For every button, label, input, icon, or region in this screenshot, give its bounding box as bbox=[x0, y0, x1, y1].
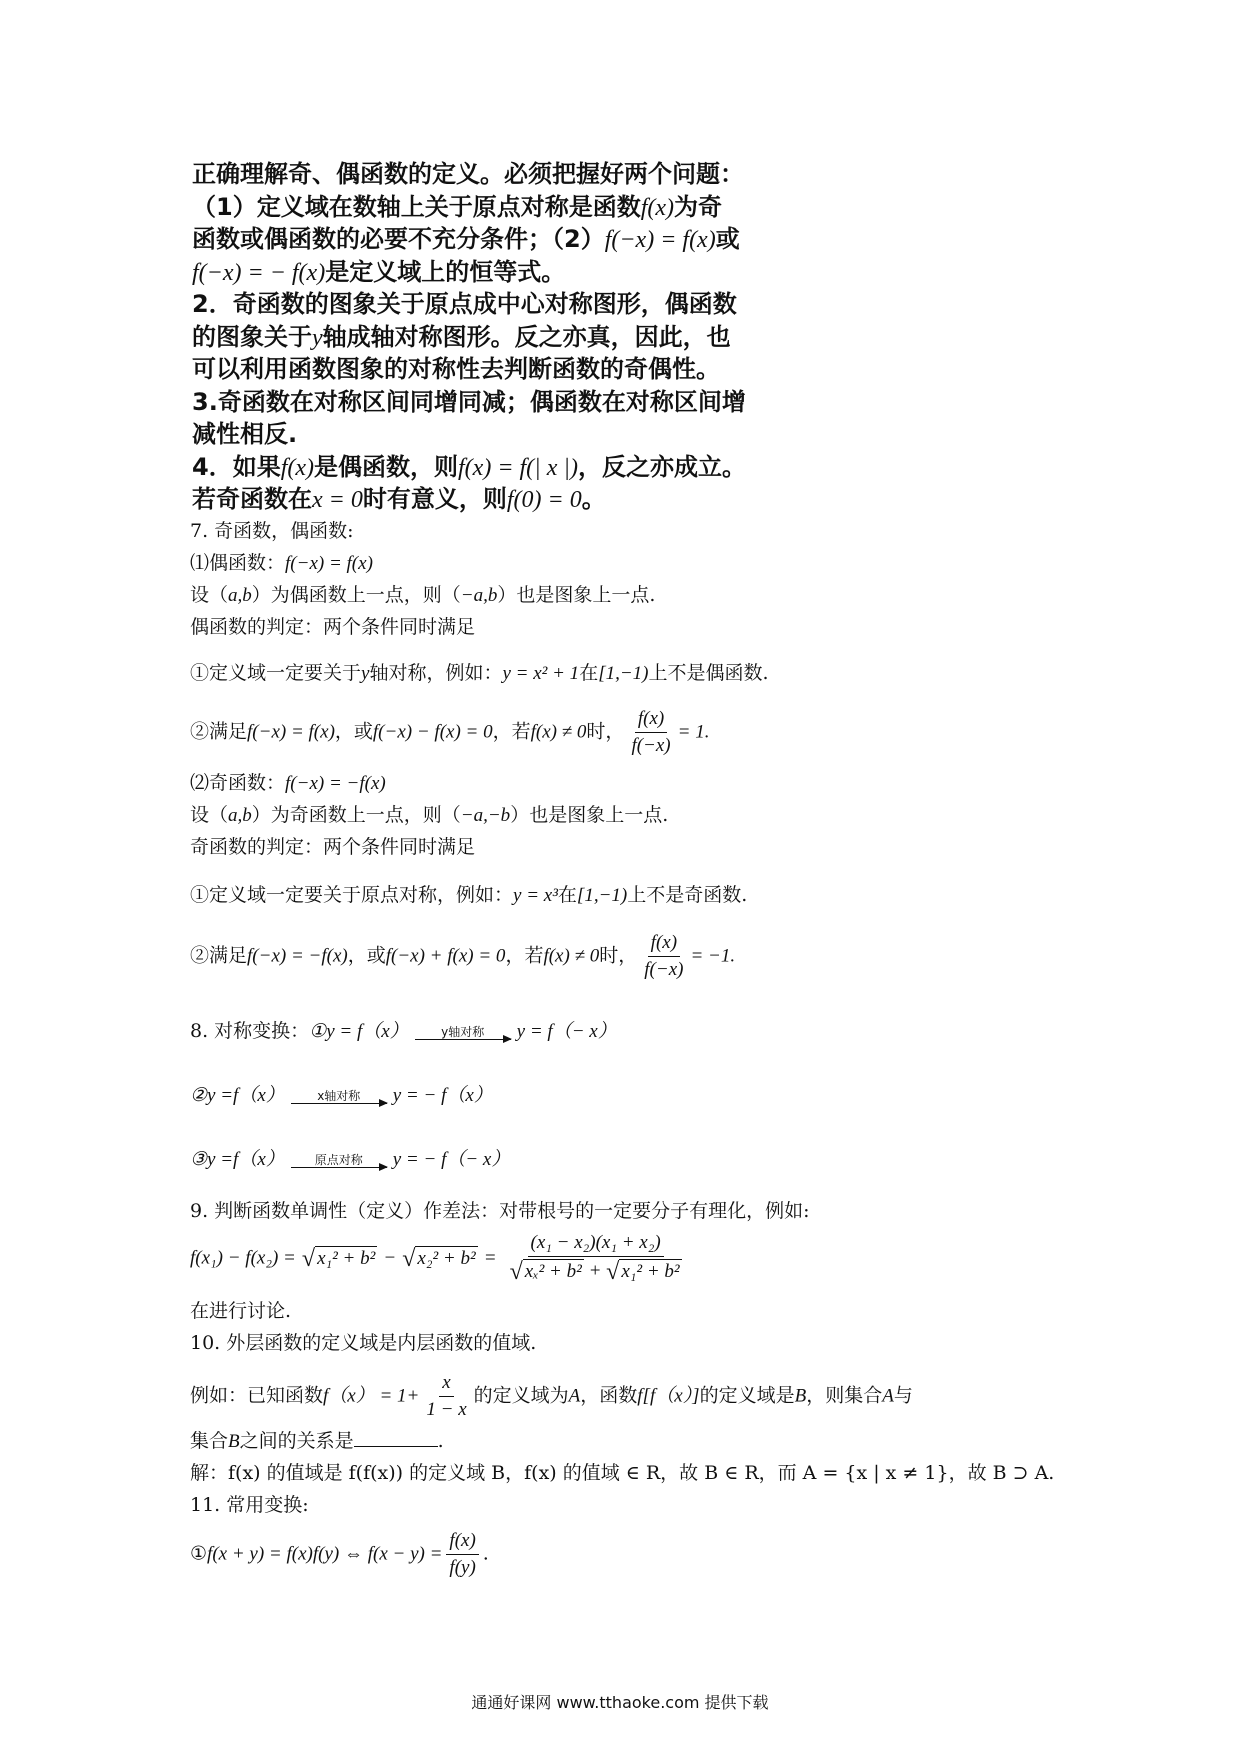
symmetry-row-2 bbox=[190, 1082, 493, 1109]
text: 若奇函数在 bbox=[192, 485, 312, 513]
section-11-formula bbox=[190, 1530, 489, 1579]
fraction-denominator: f(−x) bbox=[644, 959, 684, 980]
bold-line-6 bbox=[192, 321, 872, 354]
text: 可以利用函数图象的对称性去判断函数的奇偶性。 bbox=[192, 355, 720, 383]
text: （1）定义域在数轴上关于原点对称是函数 bbox=[192, 192, 641, 221]
fraction-numerator: x bbox=[439, 1372, 453, 1397]
math: A bbox=[568, 1385, 581, 1407]
fraction-denominator: f(−x) bbox=[631, 735, 671, 756]
bold-line-8 bbox=[192, 386, 872, 419]
text: 的图象关于 bbox=[192, 322, 312, 351]
sqrt bbox=[510, 1259, 584, 1285]
math: y = f（− x） bbox=[516, 1021, 617, 1042]
math: ②y =f（x） bbox=[190, 1085, 285, 1106]
right-arrow-icon bbox=[291, 1153, 387, 1168]
right-arrow-icon bbox=[291, 1089, 387, 1104]
text: 与 bbox=[893, 1384, 913, 1407]
arrow-label: 原点对称 bbox=[314, 1152, 363, 1167]
text: 的定义域为 bbox=[473, 1384, 569, 1407]
text: 的定义域是 bbox=[699, 1384, 795, 1407]
math: = −1. bbox=[690, 945, 736, 967]
math: f（x） = 1+ bbox=[323, 1385, 420, 1407]
arrow-shaft bbox=[291, 1103, 387, 1104]
radical-sign: √ bbox=[509, 1259, 523, 1285]
math: [1,−1) bbox=[576, 885, 628, 906]
math: a,b bbox=[228, 585, 252, 606]
bold-line-5 bbox=[192, 288, 872, 321]
text: ）也是图象上一点. bbox=[510, 804, 669, 826]
sqrt bbox=[606, 1259, 681, 1285]
text: 或 bbox=[715, 225, 740, 253]
bold-line-3 bbox=[192, 223, 872, 256]
text: ②满足 bbox=[190, 944, 248, 967]
math: x = 0 bbox=[312, 487, 363, 513]
fraction bbox=[507, 1232, 685, 1285]
text: 2．奇函数的图象关于原点成中心对称图形，偶函数 bbox=[192, 290, 737, 318]
math: f(x) ≠ 0 bbox=[543, 945, 600, 967]
section-11-title: 11. 常用变换: bbox=[190, 1494, 309, 1516]
fraction-denominator: 1 − x bbox=[426, 1399, 467, 1420]
math: A bbox=[882, 1385, 894, 1407]
text: 上不是奇函数. bbox=[627, 884, 748, 906]
text: 上不是偶函数. bbox=[648, 662, 769, 684]
radical-sign: √ bbox=[606, 1259, 620, 1285]
math: f(−x) = − f(x) bbox=[192, 259, 326, 286]
section-10-question bbox=[190, 1428, 444, 1455]
math: y bbox=[361, 663, 370, 684]
fraction-numerator: f(x) bbox=[648, 932, 680, 957]
bold-line-7 bbox=[192, 353, 872, 386]
bold-line-10 bbox=[192, 451, 872, 484]
section-10-solution: 解：f(x) 的值域是 f(f(x)) 的定义域 B，f(x) 的值域 ∈ R，故 B ∈ R，而 A = {x | x ≠ 1}，故 B ⊃ A. bbox=[190, 1462, 1055, 1484]
text: ，或 bbox=[347, 944, 386, 967]
math: −a,b bbox=[460, 585, 498, 606]
symmetry-row-3 bbox=[190, 1146, 510, 1173]
math: f(x) ≠ 0 bbox=[530, 721, 587, 743]
fraction-numerator: (x₁ − x₂)(x₁ + x₂) bbox=[528, 1232, 664, 1257]
text: 之间的关系是 bbox=[239, 1430, 354, 1452]
text: 时有意义，则 bbox=[362, 485, 507, 513]
fraction bbox=[641, 932, 686, 981]
text: ，函数 bbox=[580, 1384, 638, 1407]
section-9-title: 9. 判断函数单调性（定义）作差法：对带根号的一定要分子有理化，例如: bbox=[190, 1200, 810, 1222]
text: 是偶函数，则 bbox=[314, 452, 459, 481]
symmetry-row-1 bbox=[190, 1018, 617, 1045]
arrow-shaft bbox=[291, 1167, 387, 1168]
fraction-numerator: f(x) bbox=[635, 708, 667, 733]
text: 集合 bbox=[190, 1430, 229, 1452]
math: y bbox=[312, 324, 323, 351]
fraction-denominator: f(y) bbox=[449, 1557, 476, 1578]
sqrt bbox=[302, 1246, 377, 1272]
math: f(−x) = f(x) bbox=[604, 227, 716, 253]
math: f(x) bbox=[280, 454, 315, 481]
radicand: x₁² + b² bbox=[619, 1259, 681, 1285]
text: 4．如果 bbox=[192, 452, 281, 481]
text: 。 bbox=[581, 485, 606, 513]
text: ① bbox=[190, 1542, 208, 1565]
page-footer: 通通好课网 www.tthaoke.com 提供下载 bbox=[471, 1693, 769, 1712]
text: ⑴偶函数： bbox=[190, 552, 286, 574]
text: 轴成轴对称图形。反之亦真，因此，也 bbox=[322, 322, 731, 351]
text: 轴对称，例如： bbox=[369, 662, 503, 684]
answer-blank bbox=[354, 1428, 438, 1447]
even-judge-line: 偶函数的判定：两个条件同时满足 bbox=[190, 616, 476, 638]
math: ①y = f（x） bbox=[309, 1021, 409, 1042]
text: ①定义域一定要关于原点对称，例如： bbox=[190, 884, 514, 906]
math: f(0) = 0 bbox=[506, 487, 582, 513]
bold-line-1 bbox=[192, 158, 872, 191]
text: 在 bbox=[579, 662, 599, 684]
text: 设（ bbox=[190, 804, 229, 826]
text: 减性相反. bbox=[192, 420, 298, 448]
math: y = − f（x） bbox=[392, 1085, 493, 1106]
fraction bbox=[628, 708, 673, 757]
text: 为奇 bbox=[674, 192, 723, 221]
math: B bbox=[794, 1385, 807, 1407]
math: [1,−1) bbox=[598, 663, 649, 684]
even-point-line bbox=[190, 582, 655, 609]
text: 正确理解奇、偶函数的定义。必须把握好两个问题： bbox=[192, 160, 744, 188]
fraction bbox=[446, 1530, 478, 1579]
odd-condition-2 bbox=[190, 932, 735, 981]
text: 3.奇函数在对称区间同增同减；偶函数在对称区间增 bbox=[192, 387, 746, 416]
math: f(x) = f(| x |) bbox=[458, 454, 579, 481]
fraction-numerator: f(x) bbox=[446, 1530, 478, 1555]
math: f(−x) − f(x) = 0 bbox=[372, 721, 493, 743]
radical-sign: √ bbox=[402, 1245, 416, 1272]
math: a,b bbox=[228, 805, 252, 826]
arrow-label: y轴对称 bbox=[441, 1024, 485, 1039]
fraction-denominator bbox=[507, 1257, 685, 1285]
bold-summary-section bbox=[192, 158, 872, 516]
math: = bbox=[483, 1247, 497, 1269]
text: 设（ bbox=[190, 584, 229, 606]
odd-condition-1 bbox=[190, 882, 747, 909]
text: ，反之亦成立。 bbox=[578, 452, 747, 481]
math: f(−x) = −f(x) bbox=[247, 945, 348, 967]
even-condition-1 bbox=[190, 660, 769, 687]
difference-formula bbox=[190, 1232, 689, 1285]
math: f(−x) = f(x) bbox=[285, 553, 373, 574]
section-7-title: 7. 奇函数，偶函数: bbox=[190, 520, 354, 542]
even-function-heading bbox=[190, 550, 373, 577]
bold-line-2 bbox=[192, 191, 872, 224]
section-8-title: 8. 对称变换： bbox=[190, 1020, 310, 1042]
section-10-title: 10. 外层函数的定义域是内层函数的值域. bbox=[190, 1332, 537, 1354]
bold-line-4 bbox=[192, 256, 872, 289]
math: f(x + y) = f(x)f(y) ⇔ f(x − y) = bbox=[207, 1543, 443, 1565]
text: . bbox=[437, 1430, 444, 1452]
even-condition-2 bbox=[190, 708, 709, 757]
text: ①定义域一定要关于 bbox=[190, 662, 362, 684]
radicand: x₂² + b² bbox=[415, 1246, 477, 1272]
text: ）为偶函数上一点，则（ bbox=[251, 584, 461, 606]
text: ）也是图象上一点. bbox=[497, 584, 656, 606]
odd-judge-line: 奇函数的判定：两个条件同时满足 bbox=[190, 836, 476, 858]
math: −a,−b bbox=[460, 805, 511, 826]
math: f(−x) = −f(x) bbox=[285, 773, 386, 794]
math: y = x³ bbox=[513, 885, 558, 906]
section-10-example bbox=[190, 1372, 913, 1421]
math: ③y =f（x） bbox=[190, 1149, 285, 1170]
text: ，若 bbox=[492, 720, 531, 743]
arrow-label: x轴对称 bbox=[317, 1088, 361, 1103]
arrow-shaft bbox=[415, 1039, 511, 1040]
math: B bbox=[228, 1431, 240, 1452]
math: = 1. bbox=[677, 721, 710, 743]
fraction bbox=[423, 1372, 469, 1421]
text: ②满足 bbox=[190, 720, 248, 743]
right-arrow-icon bbox=[415, 1025, 511, 1040]
section-9-tail: 在进行讨论. bbox=[190, 1300, 292, 1322]
text: 时， bbox=[599, 944, 638, 967]
math: f(x₁) − f(x₂) = bbox=[190, 1247, 296, 1269]
math: y = x² + 1 bbox=[502, 663, 580, 684]
text: 时， bbox=[586, 720, 625, 743]
text: ，若 bbox=[505, 944, 544, 967]
text: ）为奇函数上一点，则（ bbox=[251, 804, 461, 826]
text: 在 bbox=[557, 884, 577, 906]
math: + bbox=[588, 1260, 602, 1282]
text: 函数或偶函数的必要不充分条件；（2） bbox=[192, 225, 605, 253]
math: f[f（x）] bbox=[637, 1385, 700, 1407]
text: . bbox=[482, 1542, 489, 1565]
math: f(−x) = f(x) bbox=[247, 721, 335, 743]
text: 是定义域上的恒等式。 bbox=[325, 257, 566, 286]
odd-point-line bbox=[190, 802, 668, 829]
sqrt bbox=[402, 1246, 477, 1272]
bold-line-11 bbox=[192, 483, 872, 516]
text: ，或 bbox=[334, 720, 373, 743]
text: 例如：已知函数 bbox=[190, 1384, 324, 1407]
text: ⑵奇函数： bbox=[190, 772, 286, 794]
bold-line-9 bbox=[192, 418, 872, 451]
radicand: x₁² + b² bbox=[315, 1246, 377, 1272]
math: f(x) bbox=[640, 194, 675, 221]
math: − bbox=[383, 1247, 397, 1269]
math: y = − f（− x） bbox=[392, 1149, 511, 1170]
radical-sign: √ bbox=[301, 1245, 316, 1272]
radicand: xₓ² + b² bbox=[523, 1259, 584, 1285]
math: f(−x) + f(x) = 0 bbox=[385, 945, 506, 967]
text: ，则集合 bbox=[806, 1384, 883, 1407]
odd-function-heading bbox=[190, 770, 386, 797]
